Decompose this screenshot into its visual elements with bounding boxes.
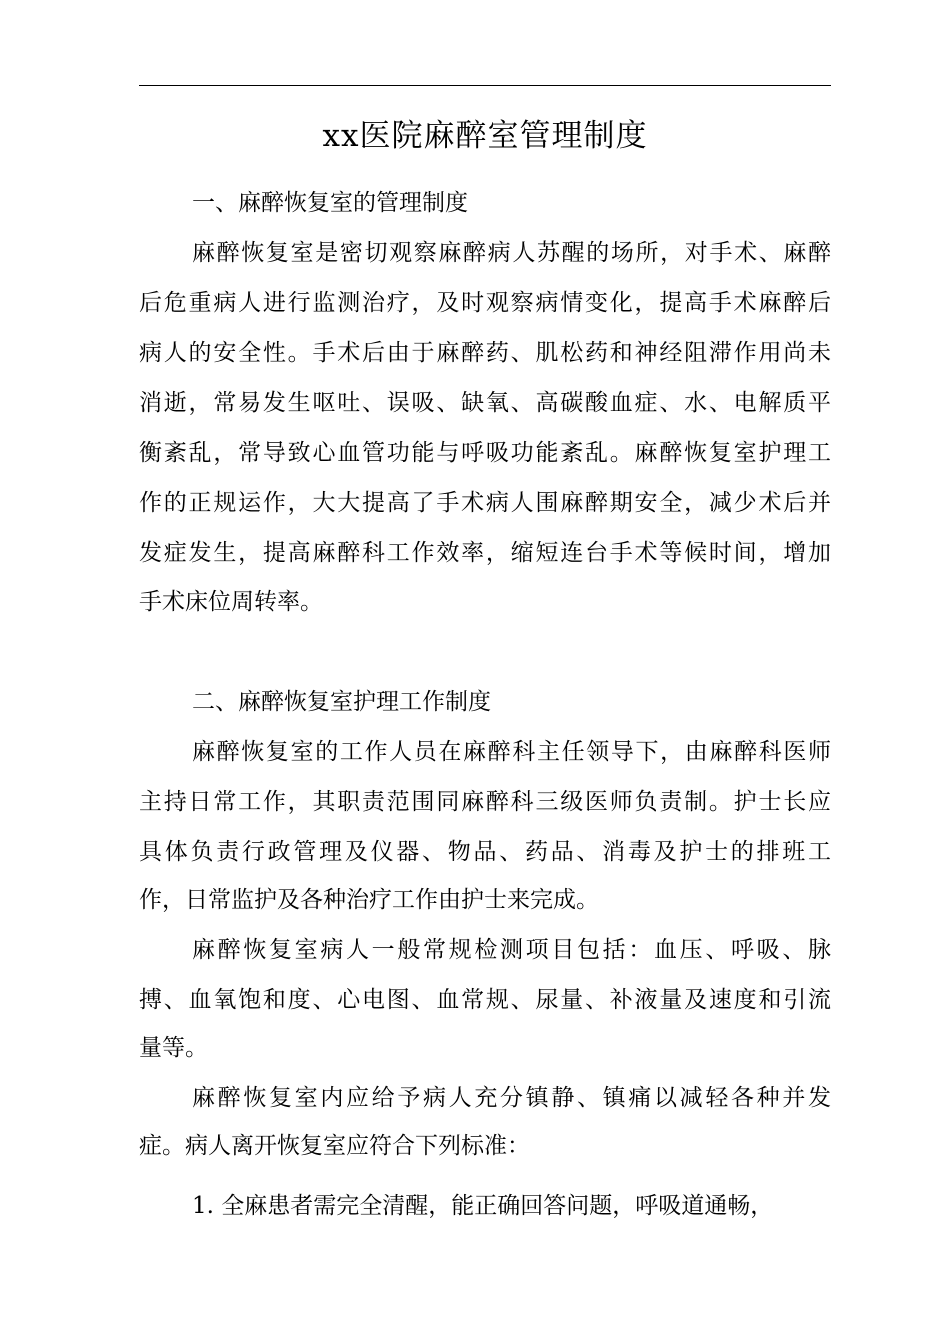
section-2-list-item-1: 1. 全麻患者需完全清醒，能正确回答问题，呼吸道通畅， xyxy=(192,1193,774,1219)
section-2-paragraph-3-line-2: 症。病人离开恢复室应符合下列标准： xyxy=(139,1133,530,1159)
section-1-paragraph-1-line-2: 后危重病人进行监测治疗，及时观察病情变化，提高手术麻醉后 xyxy=(139,290,831,316)
section-1-paragraph-1-line-5: 衡紊乱，常导致心血管功能与呼吸功能紊乱。麻醉恢复室护理工 xyxy=(139,440,831,466)
section-1-heading: 一、麻醉恢复室的管理制度 xyxy=(192,190,468,216)
section-2-paragraph-2-line-3: 量等。 xyxy=(139,1035,208,1061)
section-1-paragraph-1-line-8: 手术床位周转率。 xyxy=(139,589,323,615)
section-2-paragraph-1-line-2: 主持日常工作，其职责范围同麻醉科三级医师负责制。护士长应 xyxy=(139,789,831,815)
section-2-paragraph-3-line-1: 麻醉恢复室内应给予病人充分镇静、镇痛以减轻各种并发 xyxy=(192,1085,831,1111)
document-title: xx医院麻醉室管理制度 xyxy=(322,118,648,154)
header-rule xyxy=(139,85,831,86)
section-1-paragraph-1-line-6: 作的正规运作，大大提高了手术病人围麻醉期安全，减少术后并 xyxy=(139,490,831,516)
section-2-paragraph-1-line-4: 作，日常监护及各种治疗工作由护士来完成。 xyxy=(139,887,599,913)
section-2-paragraph-1-line-1: 麻醉恢复室的工作人员在麻醉科主任领导下，由麻醉科医师 xyxy=(192,739,831,765)
section-2-paragraph-1-line-3: 具体负责行政管理及仪器、物品、药品、消毒及护士的排班工 xyxy=(139,839,831,865)
section-2-paragraph-2-line-2: 搏、血氧饱和度、心电图、血常规、尿量、补液量及速度和引流 xyxy=(139,987,831,1013)
section-1-paragraph-1-line-4: 消逝，常易发生呕吐、误吸、缺氧、高碳酸血症、水、电解质平 xyxy=(139,390,831,416)
section-1-paragraph-1-line-3: 病人的安全性。手术后由于麻醉药、肌松药和神经阻滞作用尚未 xyxy=(139,340,831,366)
section-2-heading: 二、麻醉恢复室护理工作制度 xyxy=(192,689,491,715)
section-1-paragraph-1-line-1: 麻醉恢复室是密切观察麻醉病人苏醒的场所，对手术、麻醉 xyxy=(192,240,831,266)
section-1-paragraph-1-line-7: 发症发生，提高麻醉科工作效率，缩短连台手术等候时间，增加 xyxy=(139,540,831,566)
section-2-paragraph-2-line-1: 麻醉恢复室病人一般常规检测项目包括：血压、呼吸、脉 xyxy=(192,937,831,963)
